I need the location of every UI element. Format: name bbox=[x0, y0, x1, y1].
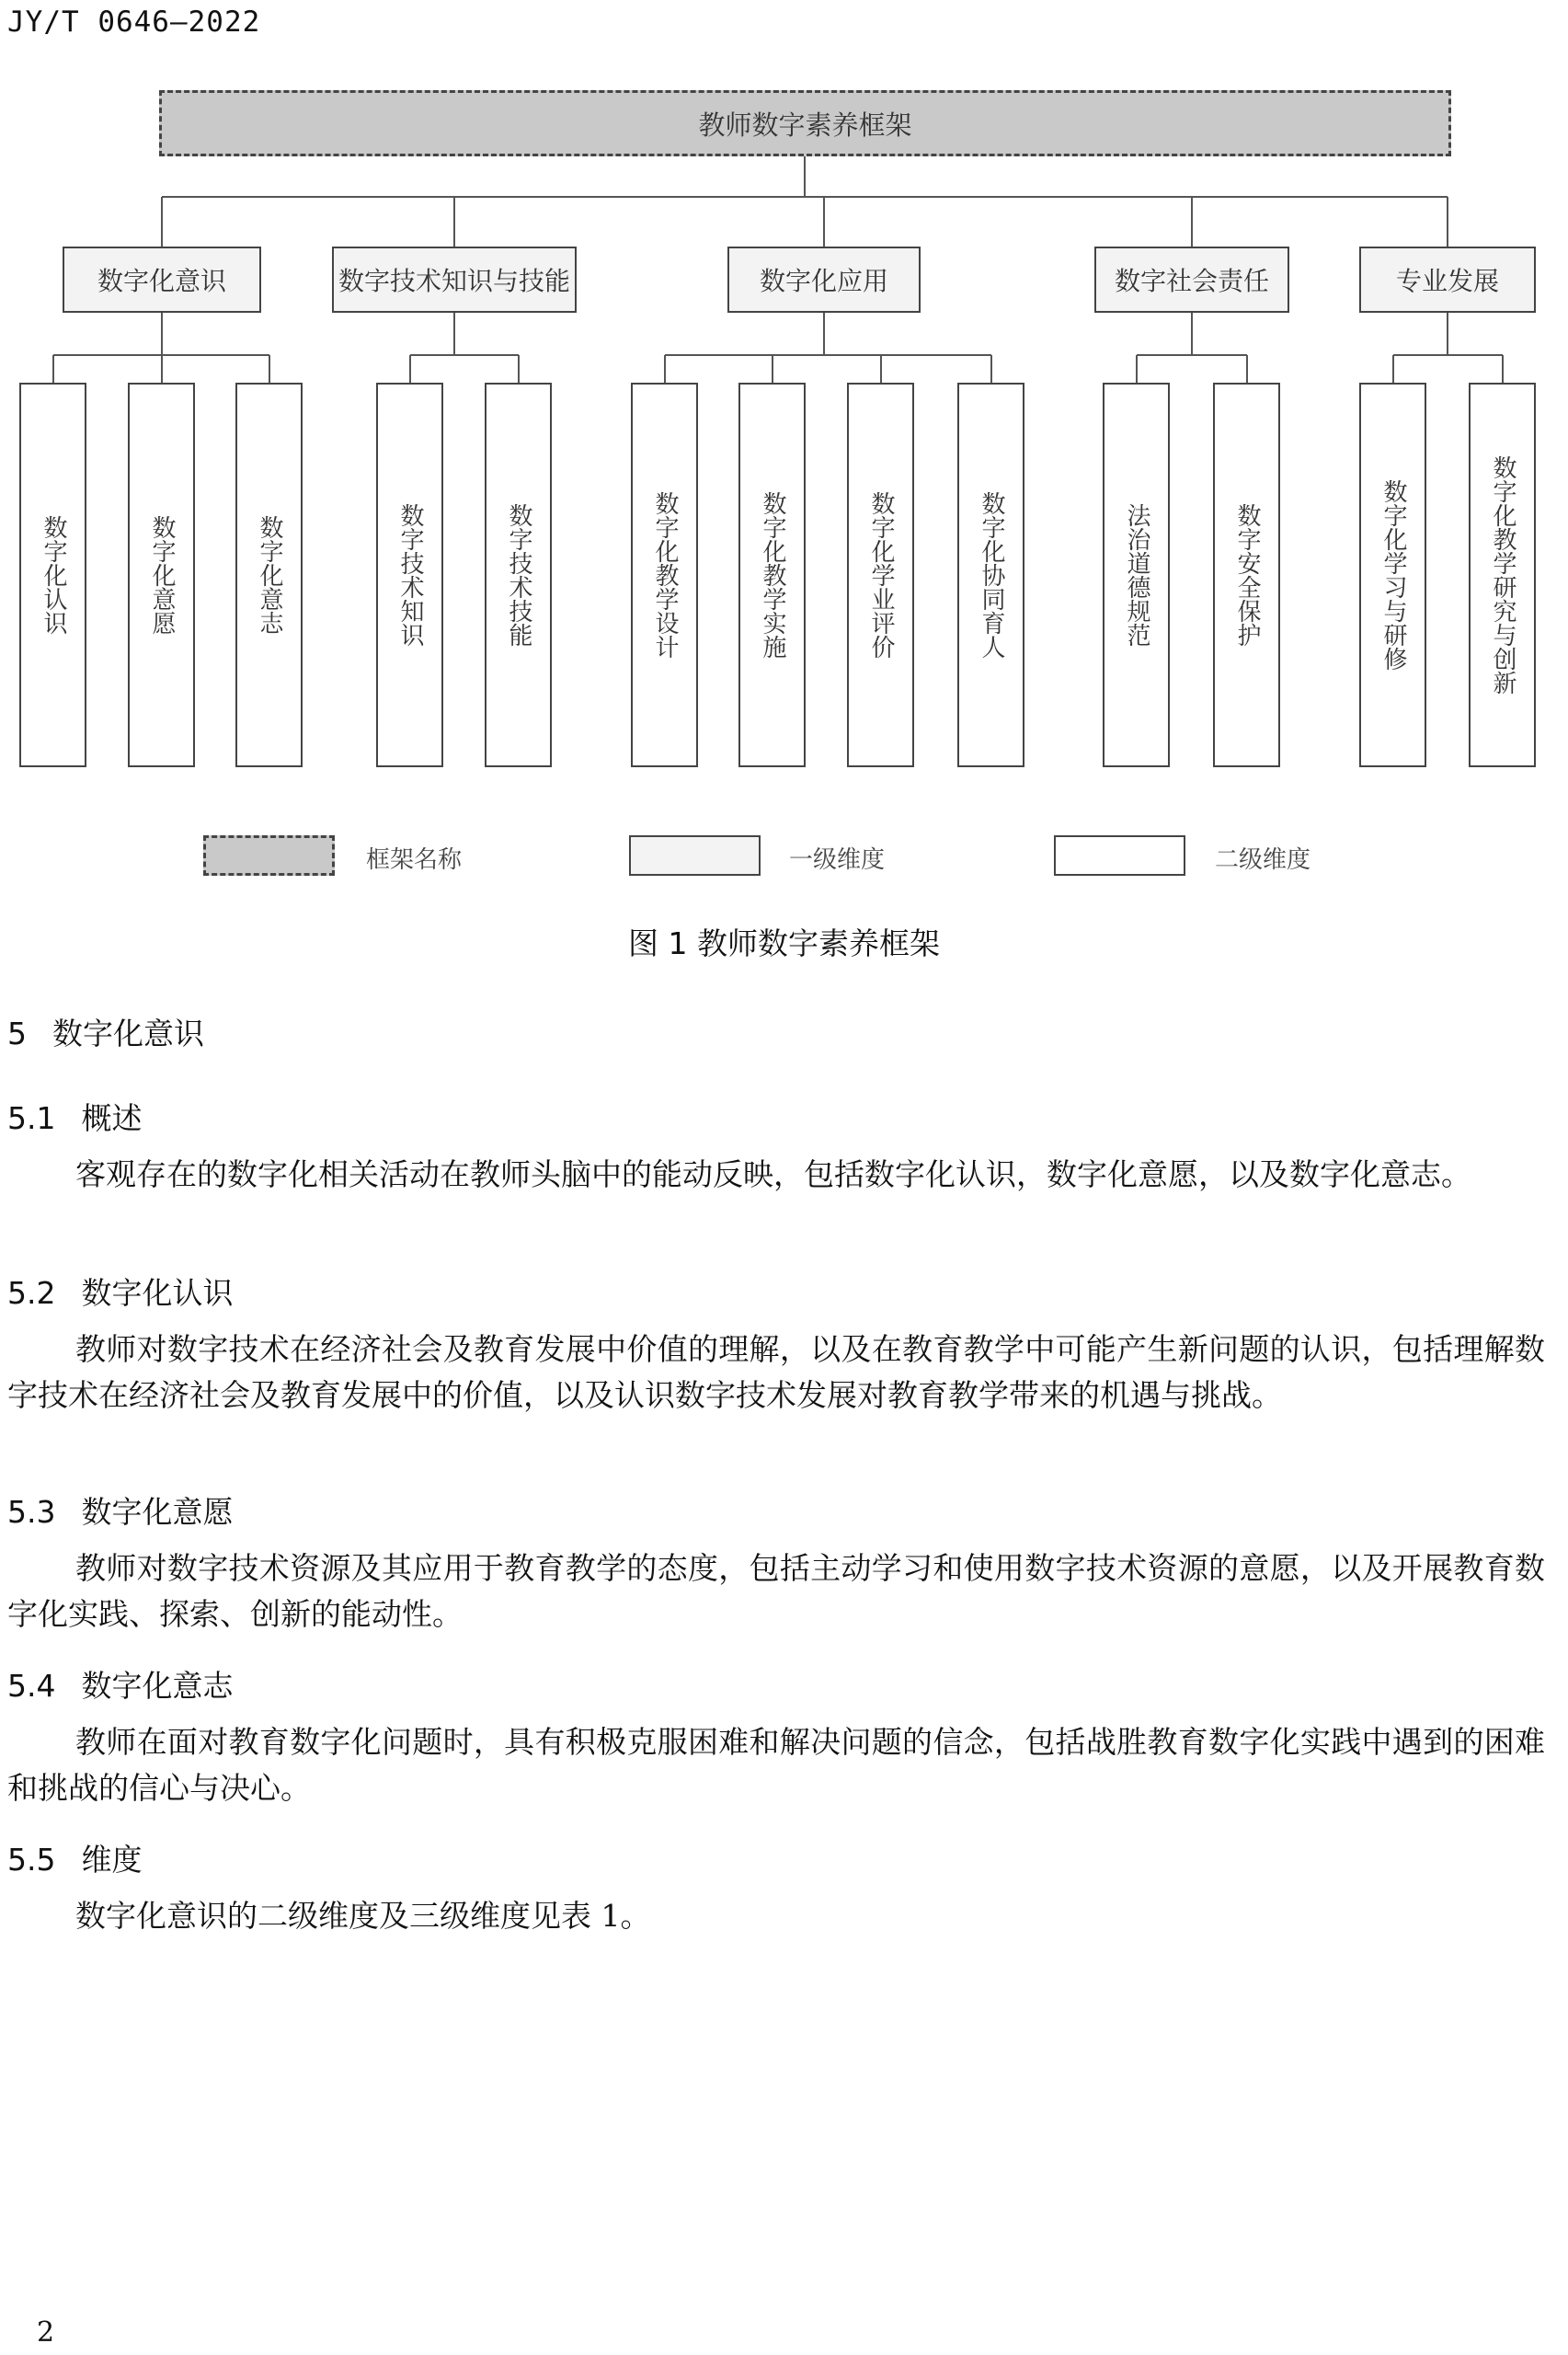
section-heading-5-1 bbox=[7, 1095, 142, 1138]
section-title: 数字化意识 bbox=[52, 1016, 204, 1051]
level2-box: 数字化教学设计 bbox=[631, 383, 698, 767]
level2-box: 数字化教学研究与创新 bbox=[1469, 383, 1536, 767]
section-title: 维度 bbox=[81, 1842, 143, 1878]
section-paragraph-5-2: 教师对数字技术在经济社会及教育发展中价值的理解，以及在教育教学中可能产生新问题的认识，包括理解数字技术在经济社会及教育发展中的价值，以及认识数字技术发展对教育教学带来的机遇与挑战。 bbox=[7, 1331, 1545, 1413]
level2-box: 数字化认识 bbox=[19, 383, 86, 767]
level1-box-social-responsibility: 数字社会责任 bbox=[1094, 247, 1289, 313]
section-paragraph-5-3: 教师对数字技术资源及其应用于教育教学的态度，包括主动学习和使用数字技术资源的意愿，以及开展教育数字化实践、探索、创新的能动性。 bbox=[7, 1550, 1545, 1632]
level1-box-knowledge-skills: 数字技术知识与技能 bbox=[332, 247, 577, 313]
legend-swatch-level2 bbox=[1054, 835, 1185, 876]
level1-box-application: 数字化应用 bbox=[727, 247, 921, 313]
section-heading-5-5 bbox=[7, 1836, 142, 1879]
legend-swatch-level1 bbox=[629, 835, 761, 876]
section-paragraph-5-4: 教师在面对教育数字化问题时，具有积极克服困难和解决问题的信念，包括战胜教育数字化实践中遇到的困难和挑战的信心与决心。 bbox=[7, 1724, 1545, 1806]
section-number: 5.4 bbox=[7, 1668, 56, 1704]
section-title: 概述 bbox=[81, 1100, 143, 1136]
level2-box: 数字化协同育人 bbox=[957, 383, 1024, 767]
section-title: 数字化认识 bbox=[81, 1275, 234, 1311]
section-number: 5.3 bbox=[7, 1494, 56, 1530]
standard-code: JY/T 0646—2022 bbox=[7, 6, 261, 39]
level2-box: 数字化意志 bbox=[235, 383, 303, 767]
legend-swatch-root bbox=[203, 835, 335, 876]
section-heading-5-3 bbox=[7, 1488, 233, 1532]
section-heading-5-2 bbox=[7, 1269, 233, 1313]
section-title: 数字化意愿 bbox=[81, 1494, 234, 1530]
section-number: 5.2 bbox=[7, 1275, 56, 1311]
level2-box: 数字化教学实施 bbox=[738, 383, 806, 767]
level2-box: 数字技术技能 bbox=[485, 383, 552, 767]
legend-label-root: 框架名称 bbox=[366, 846, 463, 874]
section-number: 5 bbox=[7, 1016, 27, 1051]
level1-box-professional-development: 专业发展 bbox=[1359, 247, 1536, 313]
level2-box: 数字化学习与研修 bbox=[1359, 383, 1426, 767]
legend-label-level2: 二级维度 bbox=[1215, 846, 1311, 874]
level2-box: 法治道德规范 bbox=[1103, 383, 1170, 767]
level2-box: 数字技术知识 bbox=[376, 383, 443, 767]
page-number: 2 bbox=[37, 2316, 55, 2349]
section-title: 数字化意志 bbox=[81, 1668, 234, 1704]
section-heading-5 bbox=[7, 1010, 204, 1053]
section-number: 5.5 bbox=[7, 1842, 56, 1878]
section-heading-5-4 bbox=[7, 1662, 233, 1706]
diagram-legend bbox=[0, 835, 1568, 881]
framework-diagram bbox=[0, 74, 1568, 902]
legend-label-level1: 一级维度 bbox=[789, 846, 886, 874]
level2-box: 数字化意愿 bbox=[128, 383, 195, 767]
framework-root-box: 教师数字素养框架 bbox=[159, 90, 1451, 156]
section-paragraph-5-1: 客观存在的数字化相关活动在教师头脑中的能动反映，包括数字化认识，数字化意愿，以及数字化意志。 bbox=[75, 1156, 1471, 1192]
level1-box-awareness: 数字化意识 bbox=[63, 247, 261, 313]
section-paragraph-5-5: 数字化意识的二级维度及三级维度见表 1。 bbox=[75, 1898, 651, 1934]
level2-box: 数字化学业评价 bbox=[847, 383, 914, 767]
section-number: 5.1 bbox=[7, 1100, 56, 1136]
figure-caption: 图 1 教师数字素养框架 bbox=[628, 925, 940, 961]
level2-box: 数字安全保护 bbox=[1213, 383, 1280, 767]
